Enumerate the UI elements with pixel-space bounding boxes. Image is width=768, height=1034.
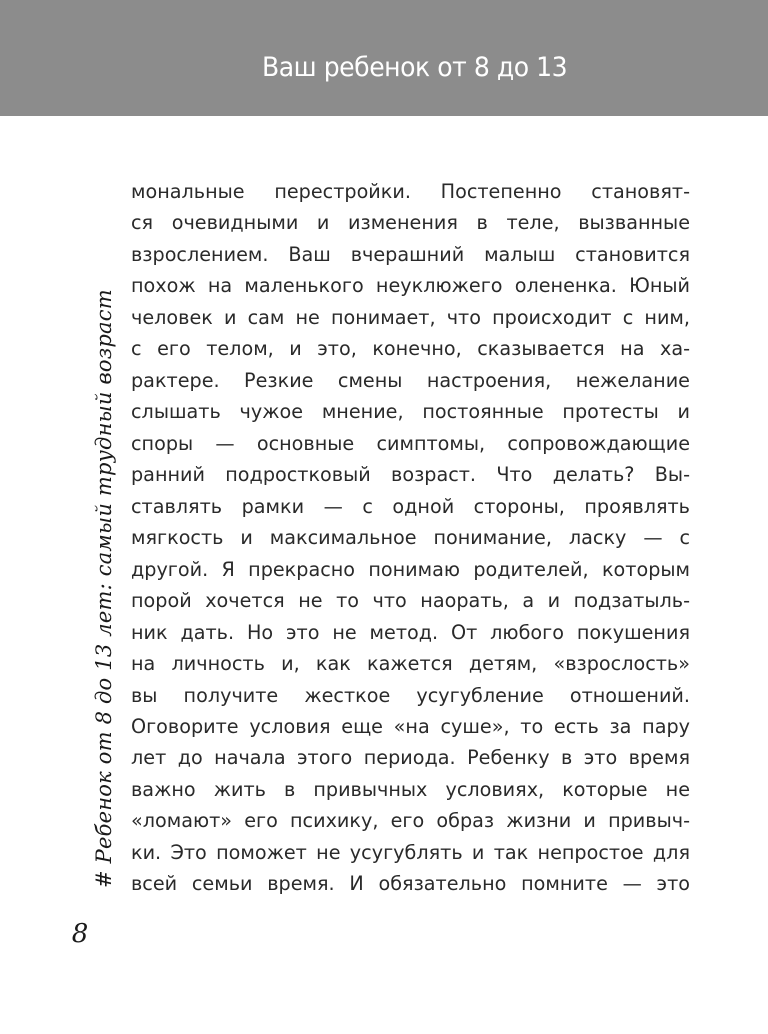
text-line: рактере. Резкие смены настроения, нежелание xyxy=(131,368,690,392)
page-number: 8 xyxy=(71,919,89,949)
text-line: на личность и, как кажется детям, «взрослость» xyxy=(131,652,690,676)
text-line: Оговорите условия еще «на суше», то есть за пару xyxy=(131,714,690,738)
text-line: лет до начала этого периода. Ребенку в это время xyxy=(131,746,690,770)
text-line: всей семьи время. И обязательно помните — это xyxy=(131,872,690,896)
running-title: # Ребенок от 8 до 13 лет: самый трудный возраст xyxy=(92,289,116,888)
text-line: человек и сам не понимает, что происходит с ним, xyxy=(131,305,690,329)
text-line: мональные перестройки. Постепенно становят- xyxy=(131,180,690,203)
text-line: важно жить в привычных условиях, которые не xyxy=(131,777,690,801)
text-line: вы получите жесткое усугубление отношений. xyxy=(131,683,690,707)
text-line: взрослением. Ваш вчерашний малыш становится xyxy=(131,242,690,266)
header-band xyxy=(0,0,768,116)
text-line: ник дать. Но это не метод. От любого покушения xyxy=(131,620,690,644)
text-line: ся очевидными и изменения в теле, вызванные xyxy=(131,211,690,235)
text-line: «ломают» его психику, его образ жизни и привыч- xyxy=(131,809,690,833)
text-line: ранний подростковый возраст. Что делать? Вы- xyxy=(131,463,690,487)
body-text xyxy=(131,176,690,900)
text-line: с его телом, и это, конечно, сказывается на ха- xyxy=(131,337,690,361)
page-title: Ваш ребенок от 8 до 13 xyxy=(262,52,568,83)
text-line: ставлять рамки — с одной стороны, проявлять xyxy=(131,494,690,518)
text-line: похож на маленького неуклюжего олененка. Юный xyxy=(131,274,690,298)
text-line: слышать чужое мнение, постоянные протесты и xyxy=(131,400,690,424)
text-line: споры — основные симптомы, сопровождающие xyxy=(131,431,690,455)
text-line: ки. Это поможет не усугублять и так непростое для xyxy=(131,840,690,864)
text-line: другой. Я прекрасно понимаю родителей, которым xyxy=(131,557,690,581)
text-line: мягкость и максимальное понимание, ласку — с xyxy=(131,526,690,550)
text-line: порой хочется не то что наорать, а и подзатыль- xyxy=(131,589,690,613)
